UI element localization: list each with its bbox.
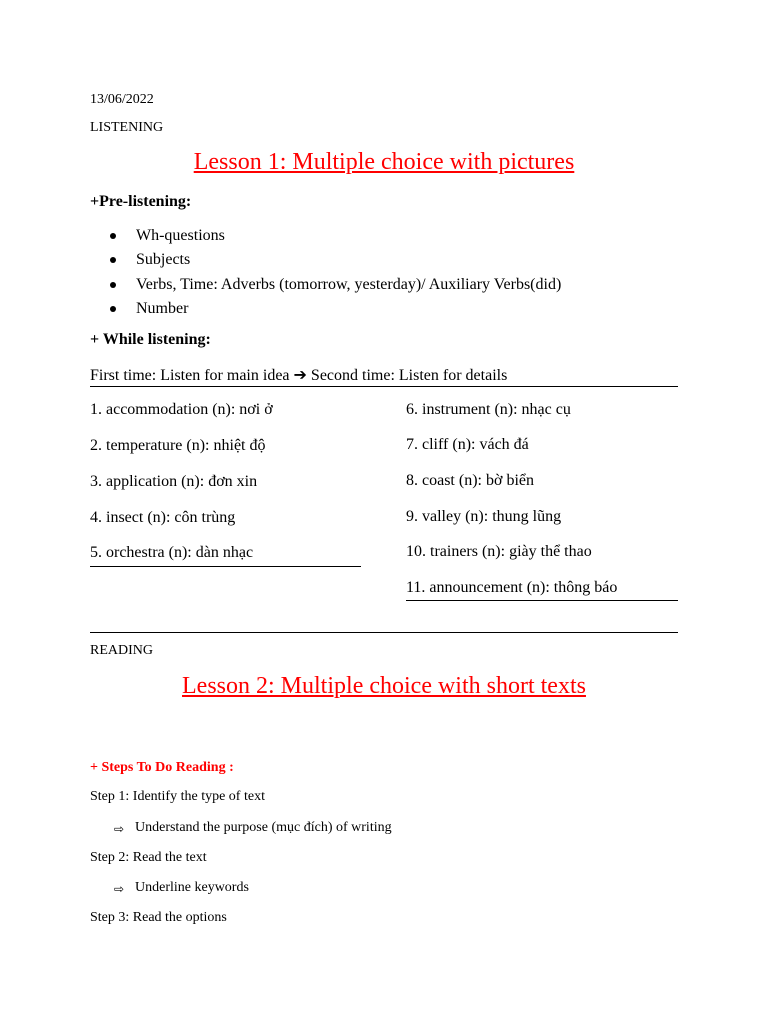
- second-time-text: Second time: Listen for details: [310, 367, 508, 384]
- vocab-item: 10. trainers (n): giày thể thao: [406, 543, 592, 560]
- while-listening-heading: + While listening:: [90, 331, 211, 348]
- lesson-2-title: Lesson 2: Multiple choice with short texts: [182, 673, 586, 699]
- list-item: Subjects: [136, 250, 561, 274]
- list-item: Wh-questions: [136, 226, 561, 250]
- vocab-item: 7. cliff (n): vách đá: [406, 436, 529, 453]
- vocab-item: 2. temperature (n): nhiệt độ: [90, 437, 266, 454]
- pre-listening-list: [90, 226, 561, 323]
- section-label-listening: LISTENING: [90, 120, 164, 135]
- step-1-detail: Understand the purpose (mục đích) of writing: [135, 820, 392, 835]
- step-1: Step 1: Identify the type of text: [90, 789, 265, 804]
- step-2-detail: Underline keywords: [135, 880, 249, 895]
- document-date: 13/06/2022: [90, 92, 154, 107]
- bullet-icon: [110, 306, 116, 312]
- bullet-icon: [110, 282, 116, 288]
- right-arrow-icon: ➔: [293, 365, 307, 384]
- vocab-item: 11. announcement (n): thông báo: [406, 579, 618, 596]
- steps-heading: + Steps To Do Reading :: [90, 760, 234, 775]
- divider: [90, 566, 361, 567]
- vocab-item: 1. accommodation (n): nơi ở: [90, 401, 273, 418]
- list-item: Number: [136, 299, 561, 323]
- vocab-item: 5. orchestra (n): dàn nhạc: [90, 544, 254, 561]
- vocab-item: 3. application (n): đơn xin: [90, 473, 258, 490]
- while-listening-instruction: [90, 365, 507, 385]
- divider: [90, 386, 678, 387]
- vocab-item: 8. coast (n): bờ biển: [406, 472, 534, 489]
- step-3: Step 3: Read the options: [90, 910, 227, 925]
- hollow-right-arrow-icon: ⇨: [114, 882, 125, 896]
- bullet-icon: [110, 257, 116, 263]
- first-time-text: First time: Listen for main idea: [90, 367, 290, 384]
- pre-listening-heading: +Pre-listening:: [90, 193, 192, 210]
- vocab-item: 6. instrument (n): nhạc cụ: [406, 401, 571, 418]
- divider: [406, 600, 678, 601]
- lesson-1-title: Lesson 1: Multiple choice with pictures: [193, 149, 575, 175]
- list-item: Verbs, Time: Adverbs (tomorrow, yesterday)/ Auxiliary Verbs(did): [136, 275, 561, 299]
- section-label-reading: READING: [90, 643, 153, 658]
- section-divider: [90, 632, 678, 633]
- bullet-icon: [110, 233, 116, 239]
- vocab-item: 4. insect (n): côn trùng: [90, 509, 236, 526]
- hollow-right-arrow-icon: ⇨: [114, 822, 125, 836]
- step-2: Step 2: Read the text: [90, 850, 207, 865]
- vocab-item: 9. valley (n): thung lũng: [406, 508, 562, 525]
